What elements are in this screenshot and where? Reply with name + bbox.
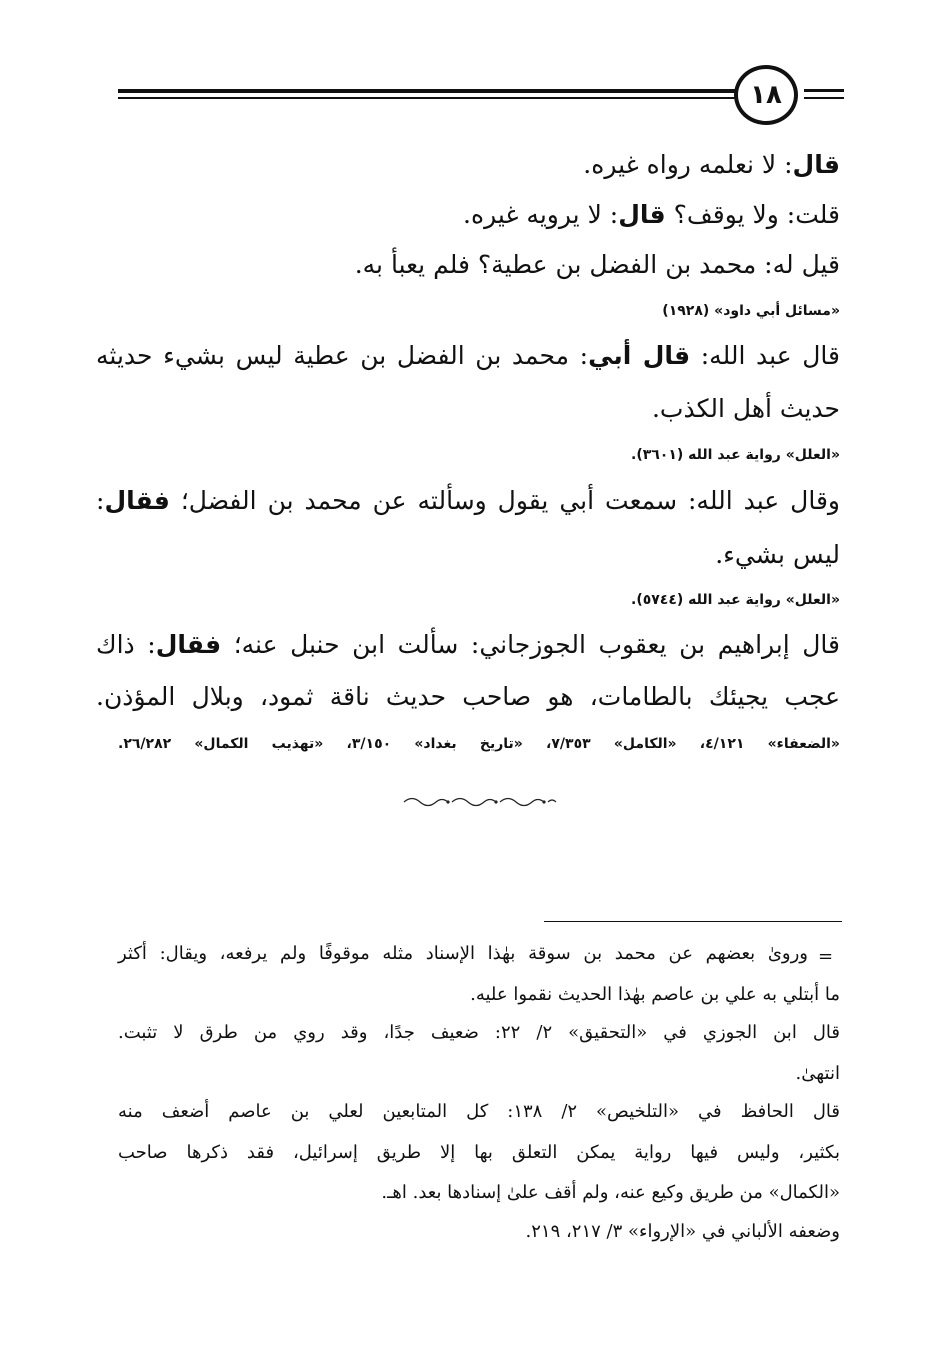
body-line: عجب يجيئك بالطامات، هو صاحب حديث ناقة ثمود، وبلال المؤذن. [96, 682, 840, 711]
body-text: : [96, 486, 105, 515]
body-text: : لا نعلمه رواه غيره. [583, 150, 793, 179]
body-line [583, 150, 840, 179]
citation: «الضعفاء» ٤/١٢١، «الكامل» ٧/٣٥٣، «تاريخ بغداد» ٣/١٥٠، «تهذيب الكمال» ٢٦/٢٨٢. [118, 736, 840, 752]
footnote-line: انتهىٰ. [795, 1063, 840, 1084]
header-rule [118, 89, 736, 93]
body-line: ليس بشيء. [715, 540, 840, 569]
ornament-divider-icon [400, 794, 560, 810]
footnote-line: وضعفه الألباني في «الإرواء» ٣/ ٢١٧، ٢١٩. [525, 1221, 840, 1242]
body-line [96, 630, 840, 659]
citation: «العلل» رواية عبد الله (٥٧٤٤). [631, 592, 840, 608]
header-rule [118, 97, 736, 99]
body-text: : ذاك [96, 630, 156, 659]
footnote-line: «الكمال» من طريق وكيع عنه، ولم أقف علىٰ إسنادها بعد. اهـ. [381, 1182, 840, 1203]
body-line [463, 200, 840, 229]
body-line: قيل له: محمد بن الفضل بن عطية؟ فلم يعبأ به. [354, 250, 840, 279]
speaker-keyword: فقال [104, 486, 170, 515]
speaker-keyword: قال [792, 150, 840, 179]
body-text: : محمد بن الفضل بن عطية ليس بشيء حديثه [96, 341, 589, 370]
body-text: قال عبد الله: [690, 341, 840, 370]
body-line [96, 486, 840, 515]
header-rule [804, 89, 844, 92]
header-rule [804, 97, 844, 99]
speaker-keyword: قال أبي [588, 341, 691, 370]
body-text: وقال عبد الله: سمعت أبي يقول وسألته عن محمد بن الفضل؛ [169, 486, 840, 515]
body-text: قال إبراهيم بن يعقوب الجوزجاني: سألت ابن حنبل عنه؛ [221, 630, 841, 659]
citation: «مسائل أبي داود» (١٩٢٨) [662, 303, 840, 319]
body-line [96, 341, 840, 370]
body-text: قلت: ولا يوقف؟ [665, 200, 840, 229]
footnote-line: وروىٰ بعضهم عن محمد بن سوقة بهٰذا الإسناد مثله موقوفًا ولم يرفعه، ويقال: أكثر [118, 943, 808, 964]
speaker-keyword: فقال [155, 630, 222, 659]
footnote-line: قال الحافظ في «التلخيص» ٢/ ١٣٨: كل المتابعين لعلي بن عاصم أضعف منه [118, 1101, 841, 1122]
footnote-rule [544, 921, 842, 922]
footnote-line: قال ابن الجوزي في «التحقيق» ٢/ ٢٢: ضعيف جدًا، وقد روي من طرق لا تثبت. [118, 1022, 841, 1043]
citation: «العلل» رواية عبد الله (٣٦٠١). [631, 447, 840, 463]
footnote-continuation-mark: = [818, 946, 834, 967]
footnote-line: ما أبتلي به علي بن عاصم بهٰذا الحديث نقموا عليه. [470, 984, 840, 1005]
page-number: ١٨ [734, 65, 798, 125]
footnote-line: بكثير، وليس فيها رواية يمكن التعلق بها إلا طريق إسرائيل، فقد ذكرها صاحب [118, 1142, 840, 1163]
body-line: حديث أهل الكذب. [651, 394, 840, 423]
body-text: : لا يرويه غيره. [463, 200, 619, 229]
speaker-keyword: قال [618, 200, 666, 229]
